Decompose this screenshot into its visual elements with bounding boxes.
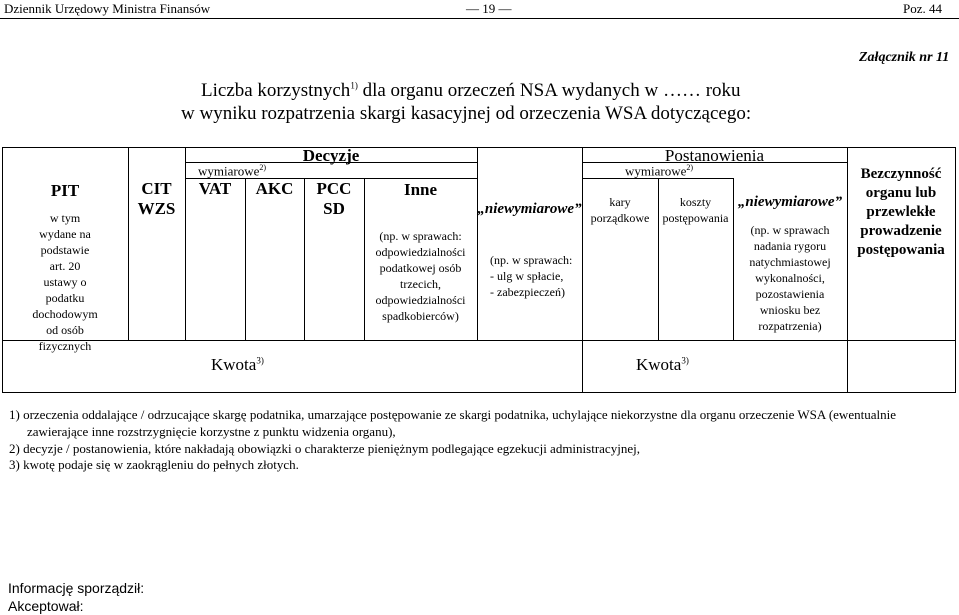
other-subnote-line: podatkowej osób — [379, 261, 462, 275]
prepared-by-label: Informację sporządził: — [8, 580, 145, 596]
other-subnote-line: odpowiedzialności — [375, 245, 466, 259]
sd-header: SD — [323, 199, 345, 218]
pit-subnote-line: wydane na — [39, 227, 91, 241]
rulings-non-assessment-subnote-line: nadania rygoru — [753, 239, 827, 253]
rulings-non-assessment-subnote-line: rozpatrzenia) — [758, 319, 822, 333]
pit-subnote-line: podstawie — [40, 243, 90, 257]
vat-header: VAT — [198, 179, 232, 198]
procedure-costs-header — [658, 194, 733, 226]
accepted-by-label: Akceptował: — [8, 598, 84, 614]
amount-label-decisions: Kwota$^{3)}$ — [211, 355, 264, 374]
rulings-non-assessment-subnote-line: (np. w sprawach — [750, 223, 830, 237]
procedure-costs-line: koszty — [679, 195, 712, 209]
decisions-header: Decyzje — [302, 146, 360, 165]
decisions-non-assessment-subnote — [490, 252, 572, 300]
pit-subnote-line: podatku — [45, 291, 85, 305]
page-header — [0, 0, 959, 19]
decisions-non-assessment-subnote-line: - zabezpieczeń) — [490, 285, 565, 299]
rulings-non-assessment-header: „niewymiarowe” — [737, 194, 843, 210]
decisions-non-assessment-subnote-line: - ulg w spłacie, — [490, 269, 564, 283]
inaction-line: postępowania — [857, 242, 945, 258]
pit-subnote-line: ustawy o — [43, 275, 87, 289]
rulings-header: Postanowienia — [664, 146, 765, 165]
cit-header: CIT — [141, 179, 172, 198]
other-subnote — [364, 228, 477, 324]
pit-subnote-line: dochodowym — [32, 307, 98, 321]
amount-label-rulings: Kwota$^{3)}$ — [636, 355, 689, 374]
decisions-assessment-label: wymiarowe$^{2)}$ — [198, 163, 267, 179]
pit-header: PIT — [50, 181, 80, 200]
wzs-header: WZS — [137, 199, 176, 218]
procedure-costs-line: postępowania — [662, 211, 729, 225]
pit-subnote-line: art. 20 — [49, 259, 81, 273]
rulings-assessment-label: wymiarowe$^{2)}$ — [625, 163, 694, 179]
footnote-3: 3) kwotę podaje się w zaokrągleniu do pełnych złotych. — [9, 457, 299, 472]
decisions-non-assessment-header: „niewymiarowe” — [477, 201, 582, 217]
title-line-1: Liczba korzystnych$^{1)}$ dla organu orzeczeń NSA wydanych w …… roku — [201, 80, 741, 101]
other-subnote-line: spadkobierców) — [382, 309, 459, 323]
pit-subnote-line: w tym — [49, 211, 81, 225]
decisions-non-assessment-subnote-line: (np. w sprawach: — [490, 253, 573, 267]
footnote-2: 2) decyzje / postanowienia, które nakładają obowiązki o charakterze pieniężnym podlegające egzekucji administracyjnej, — [9, 441, 640, 456]
other-subnote-line: (np. w sprawach: — [379, 229, 462, 243]
pit-subnote — [2, 210, 128, 354]
inaction-line: prowadzenie — [860, 223, 942, 239]
other-subnote-line: trzecich, — [400, 277, 441, 291]
rulings-non-assessment-subnote-line: pozostawienia — [755, 287, 825, 301]
disciplinary-fines-header — [582, 194, 658, 226]
footnote-1: 1) orzeczenia oddalające / odrzucające skargę podatnika, umarzające postępowanie ze skargi podatnika, uchylające niekorzystne dla organu orzeczenie WSA (ewentualnie — [9, 407, 896, 422]
pit-subnote-line: od osób — [46, 323, 84, 337]
rulings-non-assessment-subnote-line: wniosku bez — [759, 303, 821, 317]
rulings-non-assessment-subnote — [733, 222, 847, 334]
inaction-line: organu lub — [865, 185, 937, 201]
inaction-line: przewlekłe — [866, 204, 936, 220]
other-subnote-line: odpowiedzialności — [375, 293, 466, 307]
inaction-header — [847, 165, 955, 260]
position-number: Poz. 44 — [903, 1, 942, 16]
pcc-header: PCC — [316, 179, 352, 198]
annex-label: Załącznik nr 11 — [859, 50, 950, 65]
title-line-2: w wyniku rozpatrzenia skargi kasacyjnej od orzeczenia WSA dotyczącego: — [181, 103, 752, 124]
footnote-1-continued: zawierające inne rozstrzygnięcie korzystne z punktu widzenia organu), — [27, 424, 396, 439]
rulings-non-assessment-subnote-line: wykonalności, — [755, 271, 825, 285]
disciplinary-fines-line: kary — [609, 195, 631, 209]
disciplinary-fines-line: porządkowe — [590, 211, 650, 225]
page-number: — 19 — — [466, 1, 512, 16]
akc-header: AKC — [255, 179, 294, 198]
other-header: Inne — [403, 180, 438, 199]
inaction-line: Bezczynność — [860, 166, 942, 182]
journal-name: Dziennik Urzędowy Ministra Finansów — [4, 1, 211, 16]
pit-subnote-line: fizycznych — [38, 339, 92, 353]
rulings-non-assessment-subnote-line: natychmiastowej — [749, 255, 831, 269]
